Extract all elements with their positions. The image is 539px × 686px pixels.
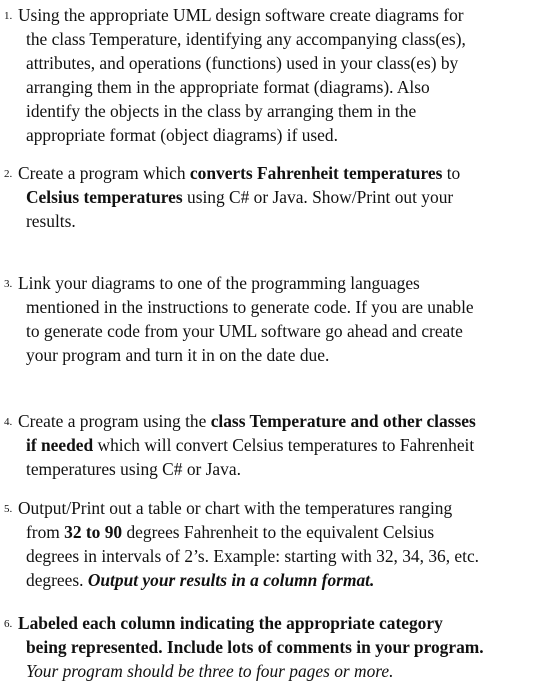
text-segment: Create a program using the xyxy=(18,411,211,431)
text-segment: your program and turn it in on the date due. xyxy=(26,345,330,365)
text-line xyxy=(4,457,535,481)
text-segment: degrees. xyxy=(26,570,88,590)
text-line xyxy=(4,295,535,319)
text-segment: mentioned in the instructions to generate code. If you are unable xyxy=(26,297,474,317)
text-segment: Output your results in a column format. xyxy=(87,570,375,590)
text-segment: to xyxy=(442,163,461,183)
text-segment: being represented. Include lots of comments in your program. xyxy=(26,637,484,657)
instruction-item-5 xyxy=(4,496,535,592)
text-segment: temperatures using C# or Java. xyxy=(26,459,241,479)
text-line xyxy=(4,271,535,295)
text-segment: class Temperature and other classes xyxy=(210,411,476,431)
text-line xyxy=(4,161,535,185)
text-segment: Celsius temperatures xyxy=(26,187,183,207)
text-line xyxy=(4,343,535,367)
instruction-item-3 xyxy=(4,271,535,367)
text-segment: attributes, and operations (functions) used in your class(es) by xyxy=(26,53,459,73)
text-line xyxy=(4,659,535,683)
text-segment: 32 to 90 xyxy=(64,522,123,542)
text-segment: converts Fahrenheit temperatures xyxy=(189,163,443,183)
text-segment: Labeled each column indicating the appropriate category xyxy=(18,613,443,633)
text-line xyxy=(4,568,535,592)
text-line xyxy=(4,123,535,147)
text-line xyxy=(4,3,535,27)
text-segment: if needed xyxy=(26,435,94,455)
text-segment: Create a program which xyxy=(18,163,190,183)
instruction-item-4 xyxy=(4,409,535,481)
text-line xyxy=(4,75,535,99)
text-line xyxy=(4,185,535,209)
text-line xyxy=(4,496,535,520)
text-line xyxy=(4,409,535,433)
text-segment: identify the objects in the class by arranging them in the xyxy=(26,101,417,121)
text-line xyxy=(4,433,535,457)
text-segment: Your program should be three to four pages or more. xyxy=(26,661,394,681)
instruction-item-6 xyxy=(4,611,535,683)
item-number: 6. xyxy=(4,618,13,630)
text-line xyxy=(4,27,535,51)
text-line xyxy=(4,99,535,123)
text-line xyxy=(4,611,535,635)
text-line xyxy=(4,209,535,233)
text-segment: degrees in intervals of 2’s. Example: starting with 32, 34, 36, etc. xyxy=(26,546,480,566)
item-number: 1. xyxy=(4,10,13,22)
text-line xyxy=(4,319,535,343)
text-segment: Output/Print out a table or chart with the temperatures ranging xyxy=(18,498,453,518)
text-segment: results. xyxy=(26,211,76,231)
text-line xyxy=(4,51,535,75)
text-segment: Link your diagrams to one of the programming languages xyxy=(18,273,420,293)
item-number: 3. xyxy=(4,278,13,290)
text-line xyxy=(4,635,535,659)
text-segment: using C# or Java. Show/Print out your xyxy=(182,187,454,207)
text-segment: degrees Fahrenheit to the equivalent Celsius xyxy=(122,522,435,542)
text-line xyxy=(4,544,535,568)
text-segment: arranging them in the appropriate format (diagrams). Also xyxy=(26,77,430,97)
text-segment: which will convert Celsius temperatures to Fahrenheit xyxy=(93,435,475,455)
item-number: 5. xyxy=(4,503,13,515)
text-segment: Using the appropriate UML design software create diagrams for xyxy=(18,5,464,25)
text-segment: the class Temperature, identifying any accompanying class(es), xyxy=(26,29,466,49)
instruction-item-2 xyxy=(4,161,535,233)
text-segment: appropriate format (object diagrams) if used. xyxy=(26,125,338,145)
text-segment: from xyxy=(26,522,65,542)
text-segment: to generate code from your UML software go ahead and create xyxy=(26,321,463,341)
item-number: 4. xyxy=(4,416,13,428)
item-number: 2. xyxy=(4,168,13,180)
text-line xyxy=(4,520,535,544)
instruction-item-1 xyxy=(4,3,535,147)
